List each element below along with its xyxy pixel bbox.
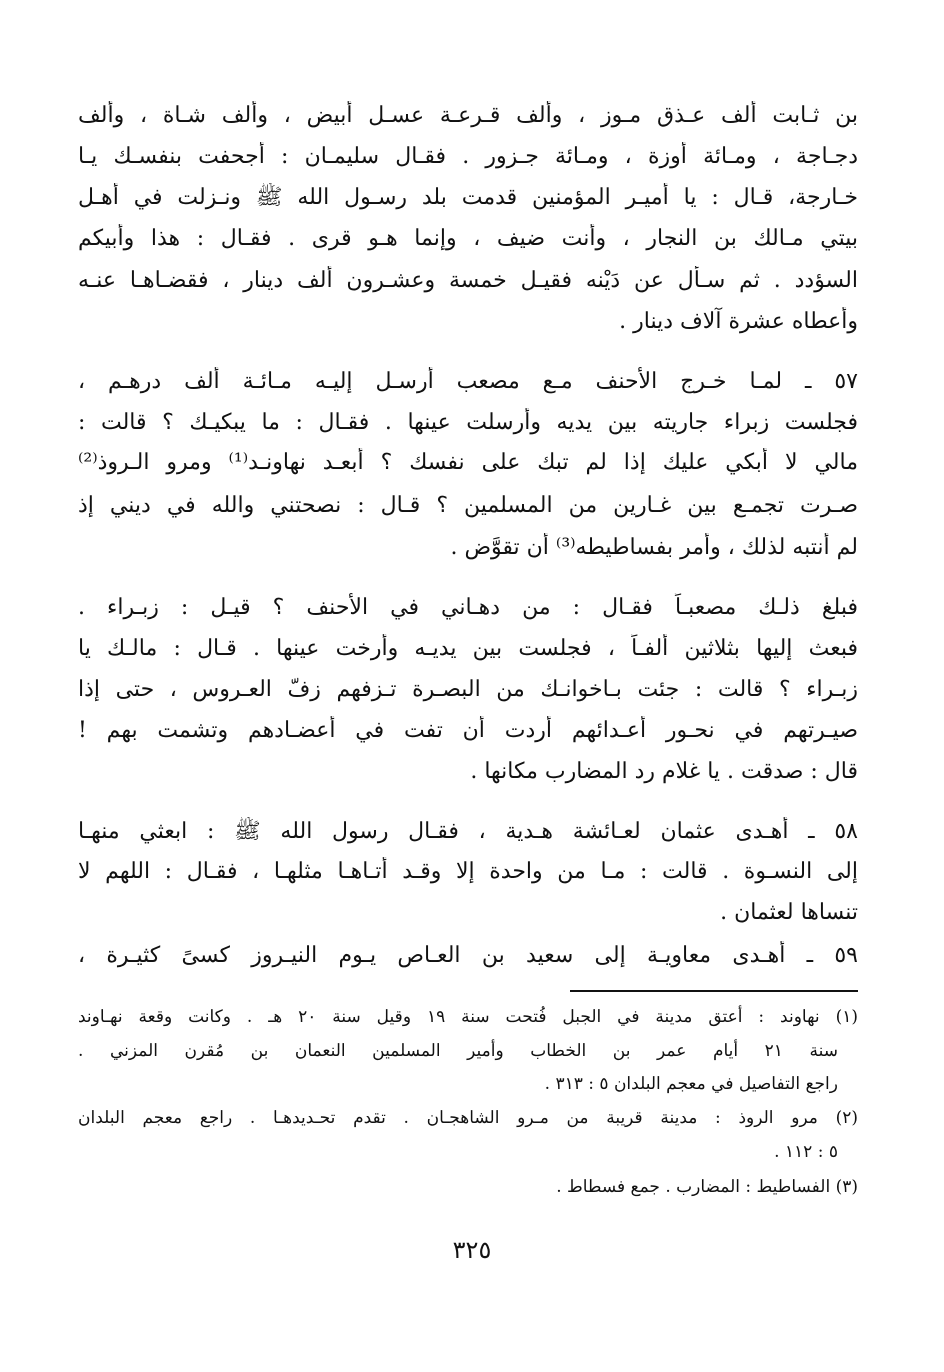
body-line: دجـاجة ، ومـائة أوزة ، ومـائة جـزور . فقـال سليمـان : أجحفت بنفسـك يـا: [78, 144, 858, 169]
body-line: فبعث إليها بثلاثين ألفـاً ، فجلست بين يديـه وأرخت عينها . قـال : مالـك يا: [78, 636, 858, 661]
body-line: لم أنتبه لذلك ، وأمر بفساطيطه⁽³⁾ أن تقوَّض .: [450, 535, 858, 560]
body-line: بيتي مـالك بن النجار ، وأنت ضيف ، وإنما هـو قرى . فقـال : هذا وأبيكم: [78, 226, 858, 251]
body-line: إلى النسـوة . قالت : مـا من واحدة إلا وقـد أتـاهـا مثلهـا ، فقـال : اللهم لا: [78, 859, 858, 884]
body-line: السؤدد . ثم سـأل عن دَيْنه فقيـل خمسة وعشـرون ألف دينار ، فقضـاهـا عنـه: [78, 268, 858, 293]
footnote-line: ٥ : ١١٢ .: [774, 1142, 838, 1162]
body-line: صـرت تجمـع بين غـارين من المسلمين ؟ قـال : نصحتني والله في ديني إذ: [78, 493, 858, 518]
footnote-line: راجع التفاصيل في معجم البلدان ٥ : ٣١٣ .: [544, 1074, 838, 1094]
body-line: مالي لا أبكي عليك إذا لم تبك على نفسك ؟ أبعـد نهاونـد⁽¹⁾ ومرو الـروذ⁽²⁾: [78, 450, 858, 475]
footnote-line: (٢) مرو الروذ : مدينة قريبة من مـرو الشاهجـان . تقدم تحـديدهـا . راجع معجم البلدان: [78, 1108, 858, 1128]
body-line: خـارجة، قـال : يا أميـر المؤمنين قدمت بلد رسـول الله ﷺ ونـزلت في أهـل: [78, 185, 858, 210]
body-line: ٥٨ ـ أهـدى عثمان لعـائشة هـدية ، فقـال رسول الله ﷺ : ابعثي منهـا: [78, 819, 858, 844]
body-line: تنساها لعثمان .: [720, 900, 858, 925]
body-line: فجلست زبراء جاريته بين يديه وأرسلت عينها . فقـال : ما يبكيـك ؟ قالت :: [78, 410, 858, 435]
footnote-line: سنة ٢١ أيام عمر بن الخطاب وأمير المسلمين النعمان بن مُقرن المزني .: [78, 1041, 838, 1061]
footnote-divider: [570, 990, 858, 992]
body-line: وأعطاه عشرة آلاف دينار .: [619, 309, 858, 334]
body-line: صيـرتهم في نحـور أعـدائهم أردت أن تفت في أعضـادهم وتشمت بهم !: [78, 718, 858, 743]
body-line: ٥٩ ـ أهـدى معاويـة إلى سعيد بن العـاص يـوم النيـروز كسىً كثيـرة ،: [78, 943, 858, 968]
page-number: ٣٢٥: [452, 1236, 492, 1264]
body-line: قال : صدقت . يا غلام رد المضارب مكانها .: [470, 759, 858, 784]
footnote-line: (١) نهاوند : أعتق مدينة في الجبل فُتحت سنة ١٩ وقيل سنة ٢٠ هـ . وكانت وقعة نهـاوند: [78, 1007, 858, 1027]
footnote-line: (٣) الفساطيط : المضارب . جمع فسطاط .: [556, 1177, 858, 1197]
body-line: ٥٧ ـ لمـا خـرج الأحنف مـع مصعب أرسـل إليـه مـائـة ألف درهـم ،: [78, 369, 858, 394]
body-line: زبـراء ؟ قالت : جئت بـاخوانـك من البصـرة تـزفهم زفّ العـروس ، حتى إذا: [78, 677, 858, 702]
body-line: فبلغ ذلـك مصعبـاً فقـال : من دهـاني في الأحنف ؟ قيـل : زبـراء .: [78, 595, 858, 620]
body-line: بن ثـابت ألف عـذق مـوز ، وألف قـرعـة عسـل أبيض ، وألف شـاة ، وألف: [78, 103, 858, 128]
